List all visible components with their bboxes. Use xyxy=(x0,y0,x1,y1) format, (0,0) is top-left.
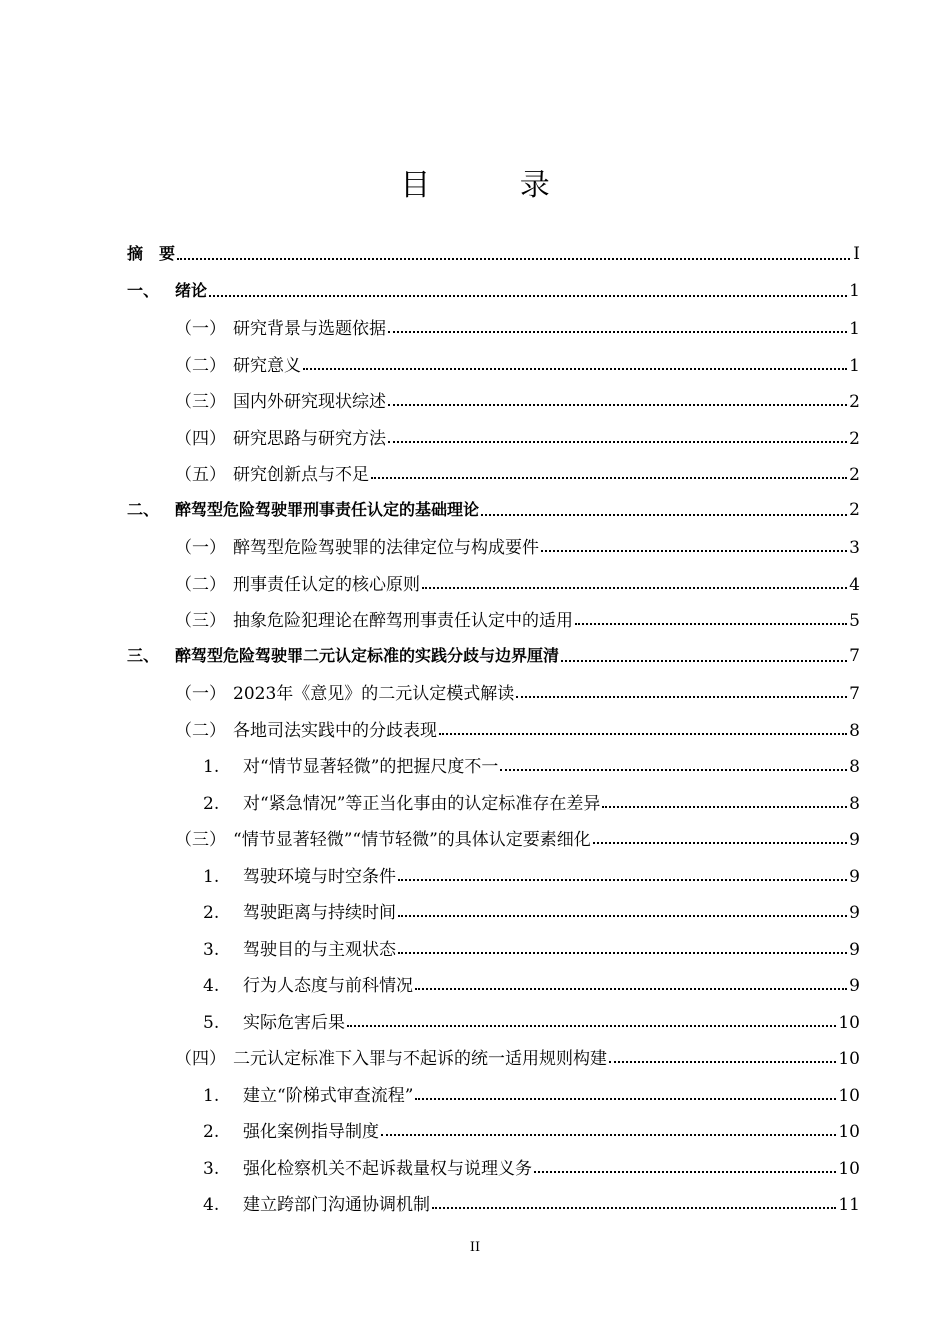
toc-entry-number: （二） xyxy=(175,355,226,376)
toc-leader-dots xyxy=(481,514,847,516)
toc-leader-dots xyxy=(432,1207,836,1209)
toc-entry-number: 3. xyxy=(203,1158,220,1179)
toc-entry-number: 摘 要 xyxy=(127,244,176,263)
toc-entry-page: 2 xyxy=(849,392,860,412)
toc-leader-dots xyxy=(303,368,847,370)
toc-entry-title: 对“紧急情况”等正当化事由的认定标准存在差异 xyxy=(243,793,601,814)
toc-entry-page: 9 xyxy=(849,866,860,887)
toc-entry[interactable] xyxy=(203,971,860,995)
page-number: II xyxy=(469,1240,481,1255)
toc-entry[interactable] xyxy=(127,497,860,521)
toc-leader-dots xyxy=(381,1134,836,1136)
toc-entry-page: 4 xyxy=(849,574,860,595)
toc-leader-dots xyxy=(415,988,847,990)
toc-entry[interactable] xyxy=(203,1117,860,1141)
toc-entry-title: 驾驶目的与主观状态 xyxy=(243,939,396,960)
toc-entry-title: 强化案例指导制度 xyxy=(243,1122,379,1142)
toc-entry[interactable] xyxy=(175,314,860,338)
toc-entry[interactable] xyxy=(175,716,860,740)
toc-leader-dots xyxy=(398,879,847,881)
toc-entry-page: 8 xyxy=(849,793,860,814)
toc-entry-page: 7 xyxy=(849,645,860,666)
toc-entry-title: 醉驾型危险驾驶罪刑事责任认定的基础理论 xyxy=(175,499,480,519)
toc-entry-number: （三） xyxy=(175,830,226,850)
toc-entry[interactable] xyxy=(175,1044,860,1068)
toc-entry-number: （四） xyxy=(175,428,226,449)
toc-entry[interactable] xyxy=(127,278,860,302)
toc-entry[interactable] xyxy=(175,606,860,630)
toc-entry-title: 国内外研究现状综述 xyxy=(233,392,386,412)
toc-entry-title: 建立跨部门沟通协调机制 xyxy=(243,1195,430,1215)
toc-entry[interactable] xyxy=(203,1008,860,1032)
toc-leader-dots xyxy=(602,806,847,808)
toc-entry-page: 2 xyxy=(849,465,860,485)
toc-entry-page: 7 xyxy=(849,684,860,704)
toc-entry-page: 1 xyxy=(849,355,860,376)
toc-leader-dots xyxy=(388,441,847,443)
toc-entry-number: （三） xyxy=(175,392,226,412)
toc-entry-title: 二元认定标准下入罪与不起诉的统一适用规则构建 xyxy=(233,1049,607,1069)
toc-entry-title: 建立“阶梯式审查流程” xyxy=(243,1085,414,1106)
toc-entry-page: 2 xyxy=(849,499,860,520)
toc-entry-page: 8 xyxy=(849,720,860,741)
toc-leader-dots xyxy=(177,258,850,260)
toc-entry[interactable] xyxy=(203,1190,860,1214)
toc-entry-number: 4. xyxy=(203,976,220,996)
toc-entry-page: 10 xyxy=(838,1049,860,1069)
toc-leader-dots xyxy=(575,623,847,625)
toc-leader-dots xyxy=(609,1061,836,1063)
toc-entry-page: 3 xyxy=(849,538,860,558)
toc-entry[interactable] xyxy=(127,241,860,265)
toc-entry-title: 行为人态度与前科情况 xyxy=(243,976,413,996)
toc-leader-dots xyxy=(209,295,847,297)
toc-entry-number: （四） xyxy=(175,1049,226,1069)
toc-entry-number: 二、 xyxy=(127,499,160,519)
toc-entry-title: 实际危害后果 xyxy=(243,1012,345,1033)
toc-entry-number: （三） xyxy=(175,611,226,631)
toc-entry-title: 各地司法实践中的分歧表现 xyxy=(233,720,437,741)
toc-entry[interactable] xyxy=(127,643,860,667)
toc-entry-number: （二） xyxy=(175,574,226,595)
toc-entry-page: 11 xyxy=(838,1195,860,1215)
toc-entry-title: 抽象危险犯理论在醉驾刑事责任认定中的适用 xyxy=(233,611,573,631)
toc-entry-title: 2023年《意见》的二元认定模式解读 xyxy=(233,684,515,704)
toc-entry-number: 1. xyxy=(203,1085,220,1106)
toc-entry-number: 3. xyxy=(203,939,220,960)
toc-entry[interactable] xyxy=(175,424,860,448)
toc-entry-number: 2. xyxy=(203,903,220,923)
toc-entry-number: （一） xyxy=(175,684,226,704)
toc-leader-dots xyxy=(500,769,847,771)
toc-entry-title: 强化检察机关不起诉裁量权与说理义务 xyxy=(243,1158,532,1179)
toc-entry-page: 10 xyxy=(838,1122,860,1142)
toc-entry-page: I xyxy=(853,244,860,264)
toc-entry[interactable] xyxy=(175,679,860,703)
toc-leader-dots xyxy=(439,733,847,735)
toc-leader-dots xyxy=(516,696,847,698)
toc-entry[interactable] xyxy=(203,898,860,922)
toc-entry[interactable] xyxy=(175,351,860,375)
toc-entry[interactable] xyxy=(203,1081,860,1105)
toc-entry-title: “情节显著轻微”“情节轻微”的具体认定要素细化 xyxy=(233,830,591,850)
toc-entry[interactable] xyxy=(203,935,860,959)
toc-entry-title: 研究创新点与不足 xyxy=(233,465,369,485)
toc-entry-title: 驾驶距离与持续时间 xyxy=(243,903,396,923)
toc-entry[interactable] xyxy=(175,460,860,484)
toc-entry-title: 绪论 xyxy=(175,280,208,300)
toc-entry-number: 一、 xyxy=(127,280,160,300)
toc-entry-page: 10 xyxy=(838,1085,860,1106)
toc-entry-title: 醉驾型危险驾驶罪的法律定位与构成要件 xyxy=(233,538,539,558)
toc-entry-title: 研究意义 xyxy=(233,355,301,376)
toc-entry-number: （一） xyxy=(175,319,226,339)
toc-entry[interactable] xyxy=(203,789,860,813)
toc-entry-page: 2 xyxy=(849,428,860,449)
toc-entry[interactable] xyxy=(203,752,860,776)
toc-entry[interactable] xyxy=(175,387,860,411)
toc-entry-number: 4. xyxy=(203,1195,220,1215)
toc-entry[interactable] xyxy=(175,533,860,557)
toc-entry[interactable] xyxy=(175,825,860,849)
toc-leader-dots xyxy=(593,842,847,844)
toc-entry-number: 5. xyxy=(203,1012,220,1033)
toc-entry-title: 研究背景与选题依据 xyxy=(233,319,386,339)
page-title: 目 录 xyxy=(400,168,590,203)
toc-leader-dots xyxy=(561,660,847,662)
toc-leader-dots xyxy=(388,404,847,406)
toc-entry-page: 9 xyxy=(849,939,860,960)
toc-entry-page: 10 xyxy=(838,1012,860,1033)
toc-entry-page: 1 xyxy=(849,319,860,339)
toc-entry-title: 刑事责任认定的核心原则 xyxy=(233,574,420,595)
toc-entry-number: （五） xyxy=(175,465,226,485)
toc-leader-dots xyxy=(534,1171,836,1173)
toc-entry-title: 醉驾型危险驾驶罪二元认定标准的实践分歧与边界厘清 xyxy=(175,645,560,665)
toc-entry-title: 研究思路与研究方法 xyxy=(233,428,386,449)
toc-leader-dots xyxy=(398,952,847,954)
toc-entry-page: 5 xyxy=(849,611,860,631)
toc-entry-page: 1 xyxy=(849,280,860,301)
toc-entry-page: 8 xyxy=(849,757,860,777)
toc-entry-number: 三、 xyxy=(127,645,160,665)
toc-leader-dots xyxy=(541,550,847,552)
toc-entry-number: 2. xyxy=(203,793,220,814)
toc-leader-dots xyxy=(347,1025,836,1027)
toc-entry-number: 1. xyxy=(203,757,220,777)
toc-entry-page: 9 xyxy=(849,903,860,923)
toc-entry-number: 2. xyxy=(203,1122,220,1142)
toc-entry-title: 对“情节显著轻微”的把握尺度不一 xyxy=(243,757,499,777)
toc-leader-dots xyxy=(415,1098,836,1100)
toc-leader-dots xyxy=(398,915,847,917)
toc-entry[interactable] xyxy=(175,570,860,594)
toc-entry-number: （二） xyxy=(175,720,226,741)
toc-entry[interactable] xyxy=(203,862,860,886)
toc-entry-title: 驾驶环境与时空条件 xyxy=(243,866,396,887)
toc-entry-number: （一） xyxy=(175,538,226,558)
toc-leader-dots xyxy=(388,331,847,333)
toc-entry[interactable] xyxy=(203,1154,860,1178)
toc-leader-dots xyxy=(371,477,847,479)
toc-entry-number: 1. xyxy=(203,866,220,887)
toc-entry-page: 9 xyxy=(849,976,860,996)
toc-leader-dots xyxy=(422,587,847,589)
toc-entry-page: 9 xyxy=(849,830,860,850)
toc-entry-page: 10 xyxy=(838,1158,860,1179)
